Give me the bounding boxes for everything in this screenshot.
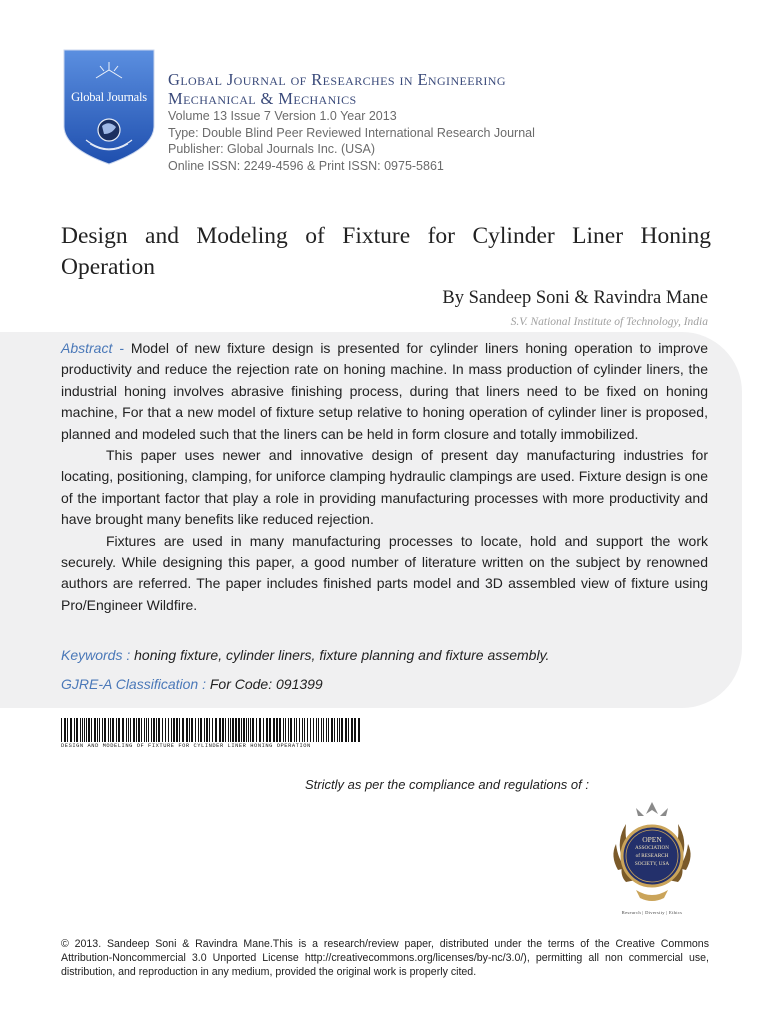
keywords-label: Keywords : [61, 647, 131, 663]
barcode-bar [256, 718, 257, 742]
seal-line-3: of RESEARCH [635, 853, 669, 859]
barcode-bar [290, 718, 292, 742]
barcode-bar [133, 718, 135, 742]
barcode-bar [248, 718, 249, 742]
barcode-bar [238, 718, 240, 742]
barcode-bar [358, 718, 360, 742]
logo-text: Global Journals [71, 90, 147, 104]
paper-authors: By Sandeep Soni & Ravindra Mane [442, 288, 708, 308]
barcode-bar [321, 718, 322, 742]
barcode-bar [173, 718, 175, 742]
barcode-bar [246, 718, 247, 742]
barcode-bar [118, 718, 120, 742]
barcode-bar [310, 718, 311, 742]
keywords [61, 645, 549, 665]
barcode-bar [70, 718, 72, 742]
barcode-bar [263, 718, 264, 742]
barcode-bar [94, 718, 96, 742]
barcode-bar [158, 718, 160, 742]
barcode-bar [86, 718, 87, 742]
journal-type: Type: Double Blind Peer Reviewed International Research Journal [168, 125, 535, 140]
barcode-bar [252, 718, 254, 742]
issn: Online ISSN: 2249-4596 & Print ISSN: 0975-5861 [168, 158, 444, 173]
barcode-bar [296, 718, 297, 742]
barcode-bar [337, 718, 338, 742]
barcode-bar [104, 718, 106, 742]
barcode-bar [339, 718, 340, 742]
barcode-bar [283, 718, 284, 742]
barcode-bar [200, 718, 202, 742]
barcode-bar [110, 718, 111, 742]
barcode-bar [266, 718, 268, 742]
barcode-bar [171, 718, 172, 742]
publisher: Publisher: Global Journals Inc. (USA) [168, 142, 376, 156]
paper-title: Design and Modeling of Fixture for Cylinder Liner Honing Operation [61, 223, 711, 280]
barcode-bar [348, 718, 349, 742]
barcode-bar [99, 718, 100, 742]
barcode-bar [80, 718, 81, 742]
barcode-bar [144, 718, 145, 742]
barcode-bar [228, 718, 229, 742]
barcode-bar [102, 718, 103, 742]
barcode [61, 718, 363, 742]
barcode-bar [307, 718, 308, 742]
barcode-bar [108, 718, 109, 742]
barcode-bar [116, 718, 117, 742]
barcode-bar [212, 718, 213, 742]
barcode-text: DESIGN AND MODELING OF FIXTURE FOR CYLINDER LINER HONING OPERATION [61, 743, 311, 749]
seal-text [626, 836, 678, 868]
barcode-bar [128, 718, 129, 742]
barcode-bar [138, 718, 140, 742]
compliance-note: Strictly as per the compliance and regulations of : [305, 777, 589, 792]
barcode-bar [241, 718, 242, 742]
barcode-bar [141, 718, 142, 742]
barcode-bar [168, 718, 169, 742]
barcode-bar [156, 718, 157, 742]
barcode-bar [269, 718, 271, 742]
barcode-bar [182, 718, 184, 742]
barcode-bar [191, 718, 193, 742]
barcode-bar [232, 718, 234, 742]
barcode-bar [162, 718, 163, 742]
barcode-bar [146, 718, 147, 742]
barcode-bar [74, 718, 75, 742]
barcode-bar [206, 718, 208, 742]
barcode-bar [345, 718, 347, 742]
barcode-bar [235, 718, 237, 742]
barcode-bar [313, 718, 314, 742]
classification-value: For Code: 091399 [209, 676, 323, 692]
barcode-bar [97, 718, 98, 742]
abstract-paragraph-1 [61, 338, 708, 445]
barcode-bar [273, 718, 275, 742]
barcode-bar [299, 718, 300, 742]
barcode-bar [130, 718, 131, 742]
seal-line-1: OPEN [642, 835, 662, 844]
barcode-bar [126, 718, 127, 742]
barcode-bar [88, 718, 90, 742]
barcode-bar [148, 718, 149, 742]
barcode-bar [151, 718, 152, 742]
keywords-value: honing fixture, cylinder liners, fixture planning and fixture assembly. [134, 647, 550, 663]
barcode-bar [354, 718, 356, 742]
seal-line-2: ASSOCIATION [634, 845, 669, 851]
barcode-bar [276, 718, 278, 742]
barcode-bar [215, 718, 217, 742]
barcode-bar [288, 718, 289, 742]
abstract-label: Abstract - [61, 340, 124, 356]
classification [61, 674, 323, 694]
barcode-bar [302, 718, 303, 742]
barcode-bar [279, 718, 281, 742]
barcode-bar [179, 718, 180, 742]
barcode-bar [316, 718, 317, 742]
barcode-bar [122, 718, 124, 742]
barcode-bar [341, 718, 343, 742]
abstract-paragraph-3: Fixtures are used in many manufacturing processes to locate, hold and support the work securely. While designing this paper, a good number of literature written on the subject by renowned authors are referred. The paper includes finished parts model and 3D assembled view of fixture using Pro/Engineer Wildfire. [61, 532, 708, 613]
journal-title: Global Journal of Researches in Engineering [168, 70, 506, 89]
barcode-bar [61, 718, 62, 742]
barcode-bar [328, 718, 329, 742]
barcode-bar [82, 718, 83, 742]
barcode-bar [294, 718, 295, 742]
barcode-bar [323, 718, 324, 742]
barcode-bar [91, 718, 92, 742]
barcode-bar [225, 718, 226, 742]
barcode-bar [230, 718, 231, 742]
seal-line-4: SOCIETY, USA [634, 861, 670, 867]
barcode-bar [334, 718, 335, 742]
barcode-bar [331, 718, 333, 742]
barcode-bar [222, 718, 224, 742]
barcode-bar [112, 718, 114, 742]
barcode-bar [176, 718, 178, 742]
barcode-bar [209, 718, 210, 742]
barcode-bar [136, 718, 137, 742]
author-affiliation: S.V. National Institute of Technology, India [510, 316, 708, 328]
barcode-bar [153, 718, 155, 742]
shield-icon [60, 48, 158, 166]
oars-seal-logo [606, 800, 698, 910]
barcode-bar [326, 718, 327, 742]
barcode-bar [186, 718, 188, 742]
barcode-bar [243, 718, 245, 742]
barcode-bar [165, 718, 166, 742]
barcode-bar [198, 718, 199, 742]
journal-subtitle: Mechanical & Mechanics [168, 89, 357, 108]
barcode-bar [67, 718, 68, 742]
volume-info: Volume 13 Issue 7 Version 1.0 Year 2013 [168, 109, 397, 123]
barcode-bar [318, 718, 319, 742]
global-journals-logo [60, 48, 158, 166]
barcode-bar [219, 718, 221, 742]
abstract [61, 338, 708, 616]
barcode-bar [204, 718, 205, 742]
barcode-bar [76, 718, 78, 742]
barcode-bar [64, 718, 66, 742]
license-notice: © 2013. Sandeep Soni & Ravindra Mane.This is a research/review paper, distributed under the terms of the Creative Commons Attribution-Noncommercial 3.0 Unported License http://creativecommons.org/licenses/by-nc/3.0/), permitting all non commercial use, distribution, and reproduction in any medium, provided the original work is properly cited. [61, 938, 709, 978]
barcode-bar [285, 718, 286, 742]
classification-label: GJRE-A Classification : [61, 676, 206, 692]
barcode-bar [250, 718, 251, 742]
barcode-bar [259, 718, 261, 742]
barcode-bar [84, 718, 85, 742]
abstract-text-1: Model of new fixture design is presented for cylinder liners honing operation to improve productivity and reduce the rejection rate on honing machine. In mass production of cylinder liners, the industrial honing involves abrasive finishing process, during that liners need to be fixed on honing machine, For that a new model of fixture setup relative to honing operation of cylinder liner is proposed, planned and modeled such that the liners can be held in form closure and totally immobilized. [61, 340, 708, 442]
seal-tagline: Research | Diversity | Ethics [621, 910, 683, 915]
abstract-paragraph-2: This paper uses newer and innovative design of present day manufacturing industries for locating, positioning, clamping, for uniforce clamping hydraulic clampings are used. Fixture design is one of the important factor that play a role in providing manufacturing processes with more productivity and have brought many benefits like reduced rejection. [61, 447, 708, 528]
barcode-bar [351, 718, 353, 742]
barcode-bar [189, 718, 190, 742]
journal-header [168, 70, 728, 174]
barcode-bar [195, 718, 196, 742]
barcode-bar [304, 718, 305, 742]
